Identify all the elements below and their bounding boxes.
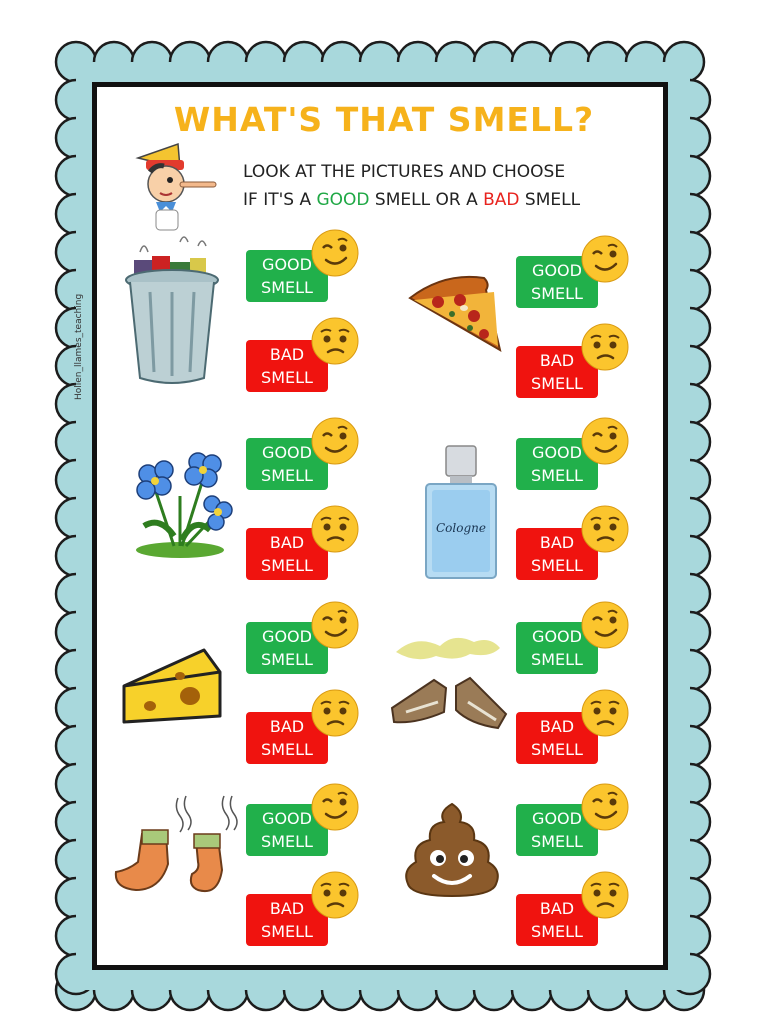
confused-face-icon [580,870,630,920]
smelly-shoes-image [386,632,510,736]
bad-smell-label-line2: SMELL [531,556,583,575]
good-smell-label-line1: GOOD [262,809,312,828]
bad-smell-label-line2: SMELL [261,556,313,575]
good-smell-label-line1: GOOD [262,255,312,274]
pinocchio-icon [128,138,220,234]
instructions-text: SMELL [519,190,581,210]
bad-smell-label-line1: BAD [269,533,305,552]
winking-face-icon [310,416,360,466]
good-smell-label-line1: GOOD [532,627,582,646]
good-smell-label-line2: SMELL [531,650,583,669]
good-smell-label-line2: SMELL [261,832,313,851]
cologne-label: Cologne [436,521,486,535]
confused-face-icon [310,688,360,738]
instructions-line-2 [243,186,580,214]
bad-smell-label-line1: BAD [269,717,305,736]
bad-smell-label-line1: BAD [269,345,305,364]
bad-smell-label-line2: SMELL [531,374,583,393]
winking-face-icon [580,416,630,466]
good-word: GOOD [316,190,370,210]
confused-face-icon [310,316,360,366]
cologne-bottle-image [420,442,502,582]
good-smell-label-line2: SMELL [261,466,313,485]
winking-face-icon [310,228,360,278]
flowers-image [124,446,234,562]
trash-can-image [120,232,224,388]
pizza-slice-image [404,270,508,358]
bad-smell-label-line2: SMELL [531,922,583,941]
cheese-image [120,646,226,726]
confused-face-icon [580,688,630,738]
bad-smell-label-line1: BAD [269,899,305,918]
confused-face-icon [310,870,360,920]
page-title: WHAT'S THAT SMELL? [173,100,595,139]
good-smell-label-line2: SMELL [531,284,583,303]
credit-label: Hollen_llames_teaching [74,293,84,400]
smelly-socks-image [108,790,248,906]
instructions-text: IF IT'S A [243,190,317,210]
bad-word: BAD [483,190,520,210]
instructions-text: SMELL OR A [369,190,484,210]
winking-face-icon [310,782,360,832]
confused-face-icon [580,504,630,554]
winking-face-icon [580,234,630,284]
bad-smell-label-line2: SMELL [261,368,313,387]
instructions [243,158,580,214]
good-smell-label-line2: SMELL [261,650,313,669]
good-smell-label-line1: GOOD [532,261,582,280]
winking-face-icon [310,600,360,650]
bad-smell-label-line1: BAD [539,351,575,370]
bad-smell-label-line2: SMELL [261,922,313,941]
bad-smell-label-line1: BAD [539,533,575,552]
credit-text [74,294,84,400]
good-smell-label-line2: SMELL [531,466,583,485]
good-smell-label-line1: GOOD [262,627,312,646]
good-smell-label-line1: GOOD [262,443,312,462]
winking-face-icon [580,600,630,650]
bad-smell-label-line2: SMELL [261,740,313,759]
bad-smell-label-line2: SMELL [531,740,583,759]
confused-face-icon [310,504,360,554]
good-smell-label-line1: GOOD [532,443,582,462]
good-smell-label-line1: GOOD [532,809,582,828]
confused-face-icon [580,322,630,372]
bad-smell-label-line1: BAD [539,717,575,736]
winking-face-icon [580,782,630,832]
good-smell-label-line2: SMELL [531,832,583,851]
instructions-line-1: LOOK AT THE PICTURES AND CHOOSE [243,162,566,182]
good-smell-label-line2: SMELL [261,278,313,297]
poop-emoji-image [402,800,502,898]
bad-smell-label-line1: BAD [539,899,575,918]
